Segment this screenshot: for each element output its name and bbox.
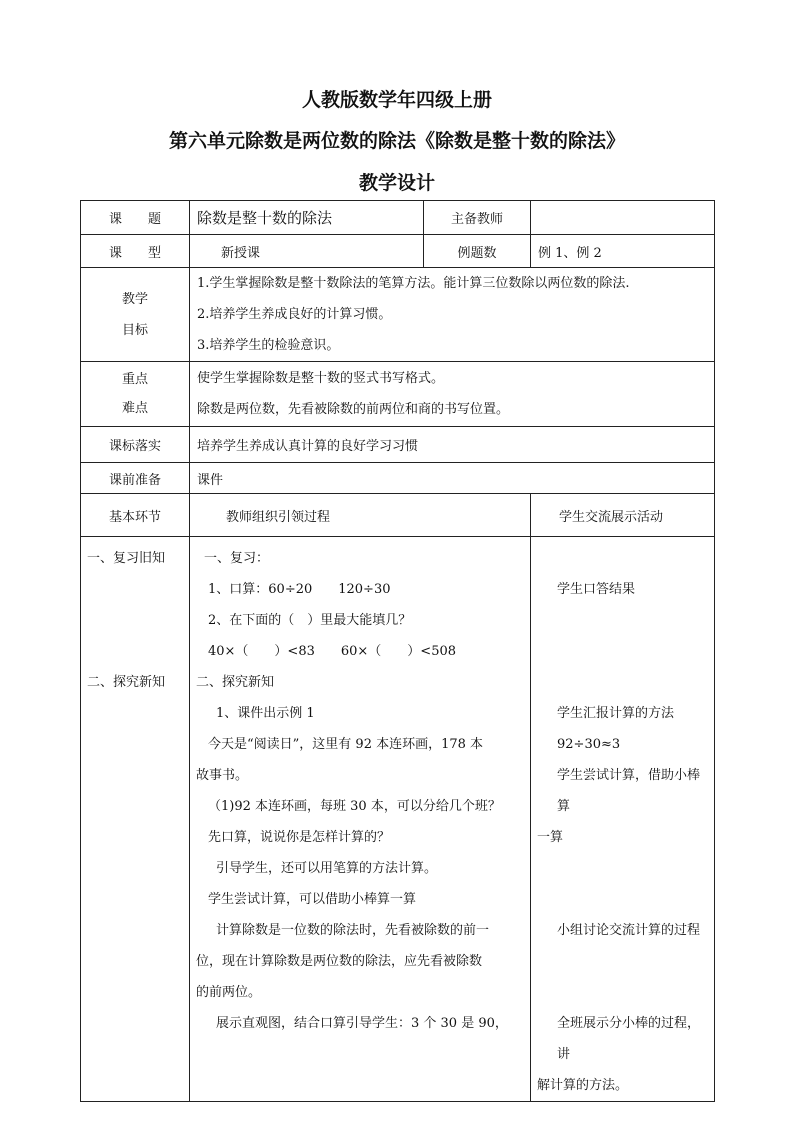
column-header-stage: 基本环节	[81, 494, 190, 537]
process-line: 展示直观图，结合口算引导学生：3 个 30 是 90，	[216, 1016, 508, 1031]
topic-label: 课 题	[81, 201, 190, 235]
type-value: 新授课	[190, 235, 424, 268]
goals-label	[81, 268, 190, 362]
process-line: 2、在下面的（ ）里最大能填几？	[208, 613, 412, 628]
activity-line: 学生汇报计算的方法	[557, 706, 675, 721]
process-line: 一、复习：	[204, 551, 270, 566]
goals-label-line: 目标	[121, 322, 148, 338]
keypoint-item: 除数是两位数，先看被除数的前两位和商的书写位置。	[197, 402, 510, 417]
teacher-process	[190, 537, 531, 1102]
process-line: （1)92 本连环画，每班 30 本，可以分给几个班？	[208, 799, 501, 814]
topic-value: 除数是整十数的除法	[190, 201, 424, 235]
unit-title: 第六单元除数是两位数的除法《除数是整十数的除法》	[168, 130, 625, 152]
process-line: 40×（ ）<83 60×（ ）<508	[208, 644, 457, 659]
column-header-student: 学生交流展示活动	[531, 494, 715, 537]
document-title: 人教版数学年四级上册	[301, 89, 492, 111]
activity-line: 一算	[537, 830, 564, 845]
type-label: 课 型	[81, 235, 190, 268]
activity-line: 学生口答结果	[557, 582, 636, 597]
activity-line: 92÷30≈3	[557, 737, 621, 752]
student-activity	[531, 537, 715, 1102]
activity-line	[537, 636, 710, 667]
process-line: 故事书。	[196, 768, 249, 783]
keypoints-label	[81, 362, 190, 427]
goals-label-line: 教学	[121, 291, 148, 307]
prep-value: 课件	[190, 463, 715, 494]
standard-label: 课标落实	[81, 427, 190, 463]
activity-line: 全班展示分小棒的过程，讲	[557, 1016, 701, 1062]
prep-label: 课前准备	[81, 463, 190, 494]
process-line: 1、课件出示例 1	[216, 706, 315, 721]
examples-value: 例 1、例 2	[531, 235, 715, 268]
teacher-label: 主备教师	[424, 201, 531, 235]
stage-explore: 二、探究新知	[87, 675, 166, 690]
activity-line	[537, 605, 710, 636]
keypoint-item: 使学生掌握除数是整十数的竖式书写格式。	[197, 371, 445, 386]
keypoints-list	[190, 362, 715, 427]
standard-value: 培养学生养成认真计算的良好学习习惯	[190, 427, 715, 463]
stage-column	[81, 537, 190, 1102]
column-header-teacher: 教师组织引领过程	[190, 494, 531, 537]
goals-list	[190, 268, 715, 362]
keypoints-label-line: 重点	[121, 372, 148, 387]
process-line: 计算除数是一位数的除法时，先看被除数的前一	[216, 923, 490, 938]
stage-review: 一、复习旧知	[87, 551, 166, 566]
process-line: 学生尝试计算，可以借助小棒算一算	[208, 892, 417, 907]
process-line: 二、探究新知	[196, 675, 275, 690]
activity-line	[537, 853, 710, 884]
examples-label: 例题数	[424, 235, 531, 268]
activity-line	[537, 884, 710, 915]
lesson-plan-table	[80, 200, 715, 1102]
activity-line	[537, 946, 710, 977]
activity-line: 小组讨论交流计算的过程	[557, 923, 701, 938]
process-line: 1、口算：60÷20 120÷30	[208, 582, 391, 597]
process-line: 位，现在计算除数是两位数的除法，应先看被除数	[196, 954, 483, 969]
activity-line	[537, 667, 710, 698]
activity-line: 解计算的方法。	[537, 1078, 629, 1093]
design-title: 教学设计	[358, 172, 435, 194]
goal-item: 2.培养学生养成良好的计算习惯。	[197, 307, 392, 322]
teacher-value	[531, 201, 715, 235]
process-line: 的前两位。	[196, 985, 262, 1000]
activity-line	[537, 977, 710, 1008]
goal-item: 3.培养学生的检验意识。	[197, 338, 340, 353]
process-line: 先口算，说说你是怎样计算的？	[208, 830, 391, 845]
activity-line	[537, 543, 710, 574]
process-line: 今天是“阅读日”，这里有 92 本连环画，178 本	[208, 737, 484, 752]
activity-line: 学生尝试计算，借助小棒算	[557, 768, 701, 814]
keypoints-label-line: 难点	[121, 401, 148, 416]
goal-item: 1.学生掌握除数是整十数除法的笔算方法。能计算三位数除以两位数的除法.	[197, 276, 630, 291]
process-line: 引导学生，还可以用笔算的方法计算。	[216, 861, 438, 876]
